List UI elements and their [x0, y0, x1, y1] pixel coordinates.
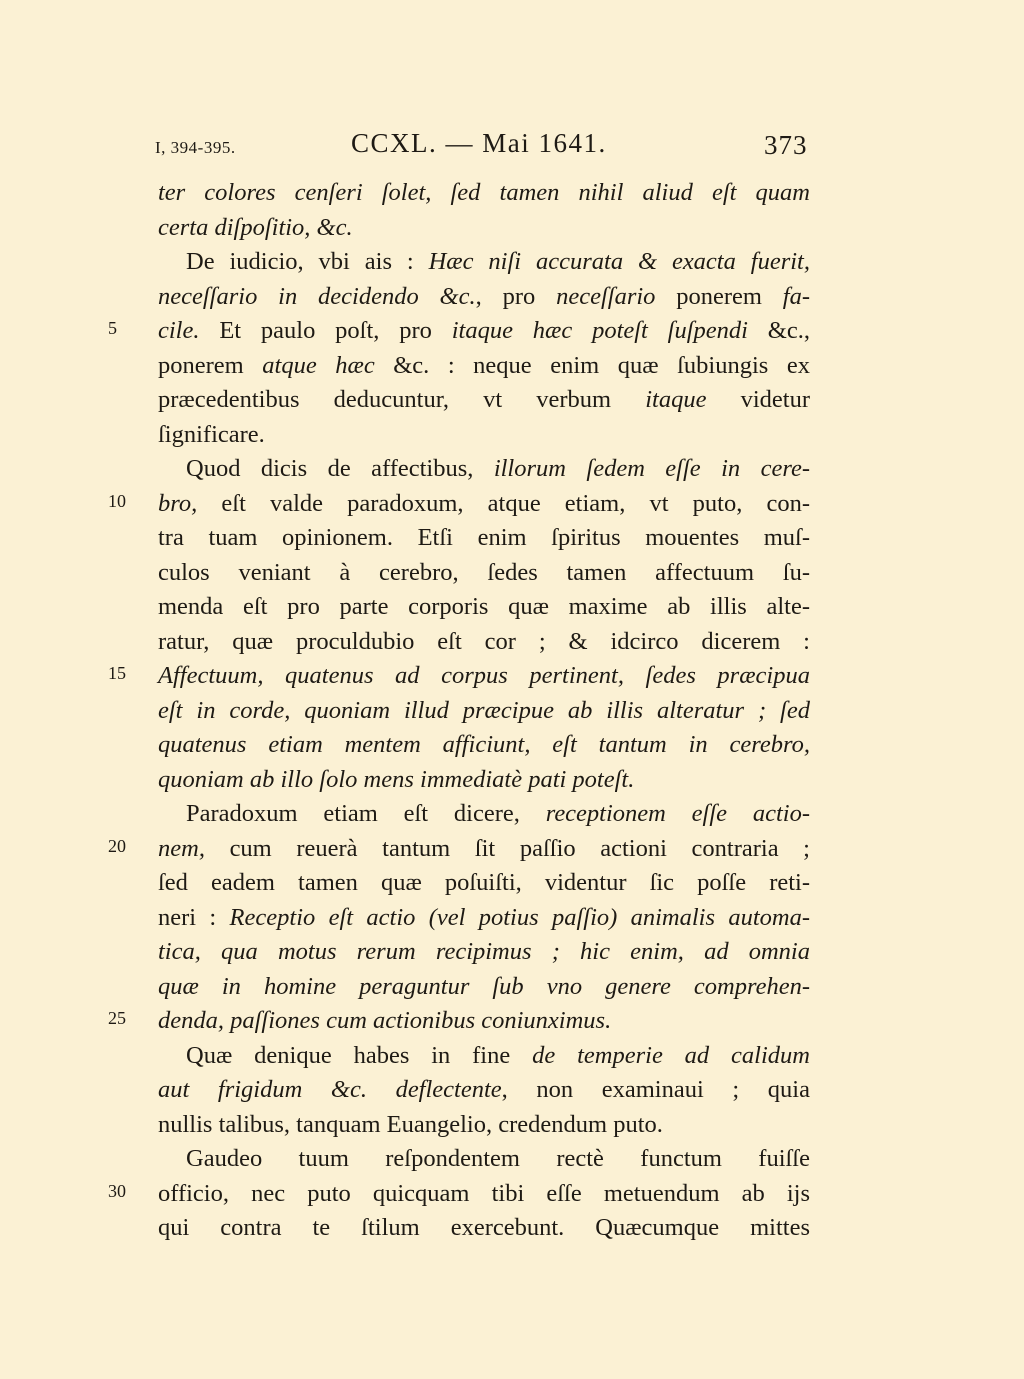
italic-segment: illorum ſedem eſſe in cere-: [493, 455, 810, 482]
italic-segment: itaque hæc poteſt ſuſpendi: [451, 317, 748, 344]
text-segment: Et paulo poſt, pro: [199, 317, 452, 344]
text-line: [0, 625, 1024, 660]
italic-segment: neceſſario in decidendo &c.: [158, 282, 476, 310]
line-text: [158, 832, 810, 866]
line-text: [158, 625, 810, 659]
line-number: 20: [108, 835, 126, 856]
line-number: 10: [108, 490, 126, 511]
text-segment: neri :: [158, 903, 230, 931]
text-segment: tra tuam opinionem. Etſi enim ſpiritus mouentes muſ-: [158, 524, 810, 551]
text-segment: De iudicio, vbi ais :: [186, 248, 429, 275]
text-segment: nullis talibus, tanquam Euangelio, credendum puto.: [158, 1110, 663, 1138]
line-number: 25: [108, 1008, 126, 1028]
line-text: [158, 970, 810, 1004]
italic-segment: itaque: [645, 386, 707, 413]
line-text: [158, 728, 810, 762]
line-text: [186, 797, 810, 831]
italic-segment: atque hæc: [262, 351, 375, 379]
text-line: [0, 970, 1024, 1005]
line-number: 5: [108, 318, 117, 338]
letter-heading: CCXL. — Mai 1641.: [351, 128, 607, 158]
line-text: [158, 556, 810, 590]
line-text: [158, 1073, 810, 1107]
line-text: [186, 245, 810, 279]
line-text: [158, 211, 810, 245]
italic-segment: Receptio eſt actio (vel potius paſſio) animalis automa-: [229, 903, 810, 931]
text-segment: menda eſt pro parte corporis quæ maxime ab illis alte-: [158, 593, 810, 620]
text-segment: cum reuerà tantum ſit paſſio actioni contraria ;: [204, 834, 810, 862]
text-line: [0, 280, 1024, 315]
italic-segment: Hæc niſi accurata & exacta fuerit,: [428, 248, 810, 275]
italic-segment: quoniam ab illo ſolo mens immediatè pati poteſt.: [158, 765, 635, 793]
text-segment: videtur: [706, 386, 810, 413]
text-segment: , pro: [475, 282, 557, 310]
running-header: [0, 128, 1024, 168]
volume-reference: I, 394-395.: [155, 138, 236, 157]
text-segment: ſed eadem tamen quæ poſuiſti, videntur ſic poſſe reti-: [158, 869, 810, 896]
text-line: [0, 901, 1024, 936]
text-line: [0, 383, 1024, 418]
line-text: [186, 452, 810, 486]
italic-segment: nem,: [158, 834, 205, 862]
text-line: [0, 659, 1024, 694]
text-line: [0, 1004, 1024, 1039]
text-segment: qui contra te ſtilum exercebunt. Quæcumque mittes: [158, 1214, 810, 1241]
italic-segment: bro,: [158, 489, 198, 517]
text-segment: Paradoxum etiam eſt dicere,: [186, 800, 546, 827]
letter-body: [0, 176, 1024, 1246]
italic-segment: neceſſario: [556, 282, 656, 310]
line-text: [186, 1039, 810, 1073]
line-number: 30: [108, 1180, 126, 1201]
text-line: [0, 1039, 1024, 1074]
text-line: [0, 694, 1024, 729]
line-text: [158, 280, 810, 314]
text-line: [0, 832, 1024, 867]
italic-segment: Affectuum, quatenus ad corpus pertinent, ſedes præcipua: [158, 662, 810, 689]
italic-segment: ter colores cenſeri ſolet, ſed tamen nihil aliud eſt quam: [158, 179, 810, 206]
text-line: [0, 211, 1024, 246]
text-segment: ponerem: [158, 351, 263, 379]
italic-segment: fa-: [782, 282, 810, 310]
text-segment: , non examinaui ; quia: [501, 1076, 810, 1103]
text-line: [0, 1142, 1024, 1177]
line-number: 15: [108, 663, 126, 683]
text-segment: culos veniant à cerebro, ſedes tamen affectuum ſu-: [158, 558, 810, 586]
line-text: [158, 1004, 810, 1038]
text-line: [0, 452, 1024, 487]
line-text: [158, 866, 810, 900]
text-line: [0, 418, 1024, 453]
text-segment: &c.,: [747, 317, 810, 344]
text-segment: ponerem: [655, 282, 783, 310]
text-segment: præcedentibus deducuntur, vt verbum: [158, 386, 646, 413]
italic-segment: receptionem eſſe actio-: [545, 800, 810, 827]
text-line: [0, 1177, 1024, 1212]
line-text: [158, 694, 810, 728]
line-text: [158, 1177, 810, 1211]
italic-segment: cile.: [158, 317, 200, 344]
text-segment: ratur, quæ proculdubio eſt cor ; & idcirco dicerem :: [158, 627, 810, 655]
line-text: [158, 314, 810, 348]
text-line: [0, 728, 1024, 763]
line-text: [158, 418, 810, 452]
text-line: [0, 556, 1024, 591]
text-line: [0, 487, 1024, 522]
italic-segment: eſt in corde, quoniam illud præcipue ab illis alteratur ; ſed: [158, 696, 810, 724]
text-segment: officio, nec puto quicquam tibi eſſe metuendum ab ijs: [158, 1179, 810, 1207]
italic-segment: de temperie ad calidum: [532, 1041, 810, 1069]
text-line: [0, 935, 1024, 970]
text-line: [0, 797, 1024, 832]
italic-segment: tica, qua motus rerum recipimus ; hic enim, ad omnia: [158, 938, 810, 965]
line-text: [158, 521, 810, 555]
line-text: [158, 763, 810, 797]
text-line: [0, 763, 1024, 798]
text-segment: Quæ denique habes in fine: [186, 1041, 533, 1069]
text-segment: Gaudeo tuum reſpondentem rectè functum fuiſſe: [186, 1145, 810, 1172]
italic-segment: quæ in homine peraguntur ſub vno genere comprehen-: [158, 972, 810, 1000]
text-segment: &c. : neque enim quæ ſubiungis ex: [374, 351, 810, 379]
page-number: 373: [764, 130, 808, 160]
line-text: [158, 349, 810, 383]
text-line: [0, 1211, 1024, 1246]
text-line: [0, 1073, 1024, 1108]
line-text: [158, 901, 810, 935]
line-text: [158, 659, 810, 693]
line-text: [158, 1211, 810, 1245]
line-text: [186, 1142, 810, 1176]
text-line: [0, 349, 1024, 384]
line-text: [158, 176, 810, 210]
line-text: [158, 383, 810, 417]
italic-segment: denda, paſſiones cum actionibus coniunximus.: [158, 1007, 612, 1034]
text-line: [0, 866, 1024, 901]
text-line: [0, 314, 1024, 349]
text-line: [0, 521, 1024, 556]
line-text: [158, 487, 810, 521]
text-line: [0, 245, 1024, 280]
italic-segment: certa diſpoſitio, &c.: [158, 213, 353, 241]
line-text: [158, 935, 810, 969]
italic-segment: quatenus etiam mentem afficiunt, eſt tantum in cerebro,: [158, 731, 810, 758]
text-segment: Quod dicis de affectibus,: [186, 455, 494, 482]
text-line: [0, 590, 1024, 625]
line-text: [158, 1108, 810, 1142]
line-text: [158, 590, 810, 624]
text-line: [0, 1108, 1024, 1143]
italic-segment: aut frigidum &c. deflectente: [158, 1076, 502, 1103]
text-segment: ſignificare.: [158, 420, 265, 448]
text-line: [0, 176, 1024, 211]
text-segment: eſt valde paradoxum, atque etiam, vt puto, con-: [197, 489, 810, 517]
